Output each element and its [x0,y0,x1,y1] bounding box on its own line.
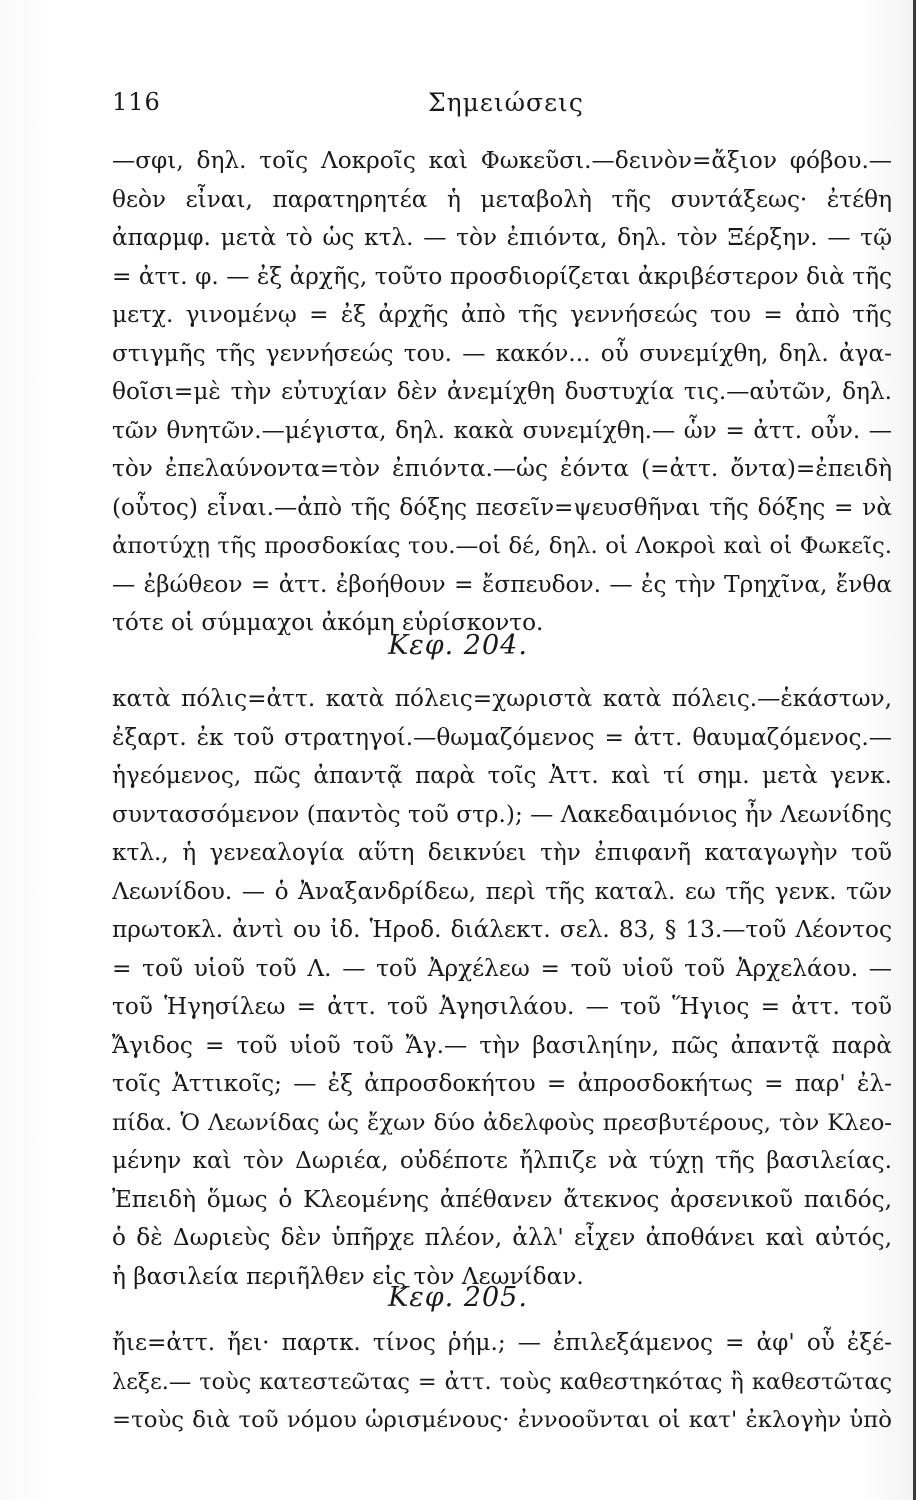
text-line: ἤιε=ἀττ. ἤει· παρτκ. τίνος ῥήμ.; — ἐπιλεξάμενος = ἀφ' οὗ ἐξέ- [112,1329,892,1356]
text-line: τότε οἱ σύμμαχοι ἀκόμη εὑρίσκοντο. [112,609,544,636]
text-line: ἀποτύχῃ τῆς προσδοκίας του.—οἱ δέ, δηλ. οἱ Λοκροὶ καὶ οἱ Φωκεῖς. [112,533,892,559]
text-line: πίδα. Ὁ Λεωνίδας ὡς ἔχων δύο ἀδελφοὺς πρεσβυτέρους, τὸν Κλεο- [112,1109,892,1136]
text-line: (οὗτος) εἶναι.—ἀπὸ τῆς δόξης πεσεῖν=ψευσθῆναι τῆς δόξης = νὰ [112,493,892,521]
text-line: λεξε.— τοὺς κατεστεῶτας = ἀττ. τοὺς καθεστηκότας ἢ καθεστῶτας [112,1368,892,1395]
page-number: 116 [112,88,161,116]
notes-block-3 [112,1324,892,1440]
text-line: = ἀττ. φ. — ἐξ ἀρχῆς, τοῦτο προσδιορίζεται ἀκριβέστερον διὰ τῆς [112,262,892,290]
chapter-heading-204: Κεφ. 204. [388,630,528,661]
text-line: κτλ., ἡ γενεαλογία αὕτη δεικνύει τὴν ἐπιφανῆ καταγωγὴν τοῦ [112,839,892,866]
text-line: Ἐπειδὴ ὅμως ὁ Κλεομένης ἀπέθανεν ἄτεκνος ἀρσενικοῦ παιδός, [112,1185,892,1213]
text-line: τοῦ Ἡγησίλεω = ἀττ. τοῦ Ἀγησιλάου. — τοῦ Ἥγιος = ἀττ. τοῦ [112,993,892,1020]
text-line: ὁ δὲ Δωριεὺς δὲν ὑπῆρχε πλέον, ἀλλ' εἶχεν ἀποθάνει καὶ αὐτός, [112,1224,892,1251]
page-header [112,88,872,124]
text-line: =τοὺς διὰ τοῦ νόμου ὡρισμένους· ἐννοοῦνται οἱ κατ' ἐκλογὴν ὑπὸ [112,1407,892,1433]
text-line: μετχ. γινομένῳ = ἐξ ἀρχῆς ἀπὸ τῆς γεννήσεώς του = ἀπὸ τῆς [112,301,892,328]
text-line: μένην καὶ τὸν Δωριέα, οὐδέποτε ἤλπιζε νὰ τύχῃ τῆς βασιλείας. [112,1147,892,1174]
text-line: κατὰ πόλις=ἀττ. κατὰ πόλεις=χωριστὰ κατὰ πόλεις.—ἑκάστων, [112,685,892,712]
text-line: Λεωνίδου. — ὁ Ἀναξανδρίδεω, περὶ τῆς καταλ. εω τῆς γενκ. τῶν [112,877,892,905]
text-line: θεὸν εἶναι, παρατηρητέα ἡ μεταβολὴ τῆς συντάξεως· ἐτέθη [112,185,892,213]
notes-block-1 [112,142,892,643]
chapter-heading-205: Κεφ. 205. [388,1282,528,1313]
text-line: ἀπαρμφ. μετὰ τὸ ὡς κτλ. — τὸν ἐπιόντα, δηλ. τὸν Ξέρξην. — τῷ [112,224,892,251]
notes-block-2 [112,680,892,1296]
text-line: Ἄγιδος = τοῦ υἱοῦ τοῦ Ἄγ.— τὴν βασιληίην, πῶς ἀπαντᾷ παρὰ [112,1031,892,1059]
text-line: τὸν ἐπελαύνοντα=τὸν ἐπιόντα.—ὡς ἐόντα (=ἀττ. ὄντα)=ἐπειδὴ [112,455,892,482]
text-line: πρωτοκλ. ἀντὶ ου ἰδ. Ἡροδ. διάλεκτ. σελ. 83, § 13.—τοῦ Λέοντος [112,916,892,943]
running-head: Σημειώσεις [428,88,584,117]
text-line: — ἐβώθεον = ἀττ. ἐβοήθουν = ἔσπευδον. — ἐς τὴν Τρηχῖνα, ἔνθα [112,570,892,598]
text-line: στιγμῆς τῆς γεννήσεώς του. — κακόν... οὗ συνεμίχθη, δηλ. ἀγα- [112,339,892,367]
text-line: ἡγεόμενος, πῶς ἀπαντᾷ παρὰ τοῖς Ἀττ. καὶ τί σημ. μετὰ γενκ. [112,762,892,789]
text-line: ἡ βασιλεία περιῆλθεν εἰς τὸν Λεωνίδαν. [112,1262,584,1290]
text-line: τῶν θνητῶν.—μέγιστα, δηλ. κακὰ συνεμίχθη.— ὧν = ἀττ. οὖν. — [112,416,892,444]
text-line: θοῖσι=μὲ τὴν εὐτυχίαν δὲν ἀνεμίχθη δυστυχία τις.—αὐτῶν, δηλ. [112,378,892,405]
text-line: τοῖς Ἀττικοῖς; — ἐξ ἀπροσδοκήτου = ἀπροσδοκήτως = παρ' ἐλ- [112,1070,892,1097]
text-line: —σφι, δηλ. τοῖς Λοκροῖς καὶ Φωκεῦσι.—δεινὸν=ἄξιον φόβου.— [112,147,892,174]
text-line: = τοῦ υἱοῦ τοῦ Λ. — τοῦ Ἀρχέλεω = τοῦ υἱοῦ τοῦ Ἀρχελάου. — [112,954,892,982]
text-line: συντασσόμενον (παντὸς τοῦ στρ.); — Λακεδαιμόνιος ἦν Λεωνίδης [112,800,892,828]
text-line: ἐξαρτ. ἐκ τοῦ στρατηγοί.—θωμαζόμενος = ἀττ. θαυμαζόμενος.— [112,723,892,751]
